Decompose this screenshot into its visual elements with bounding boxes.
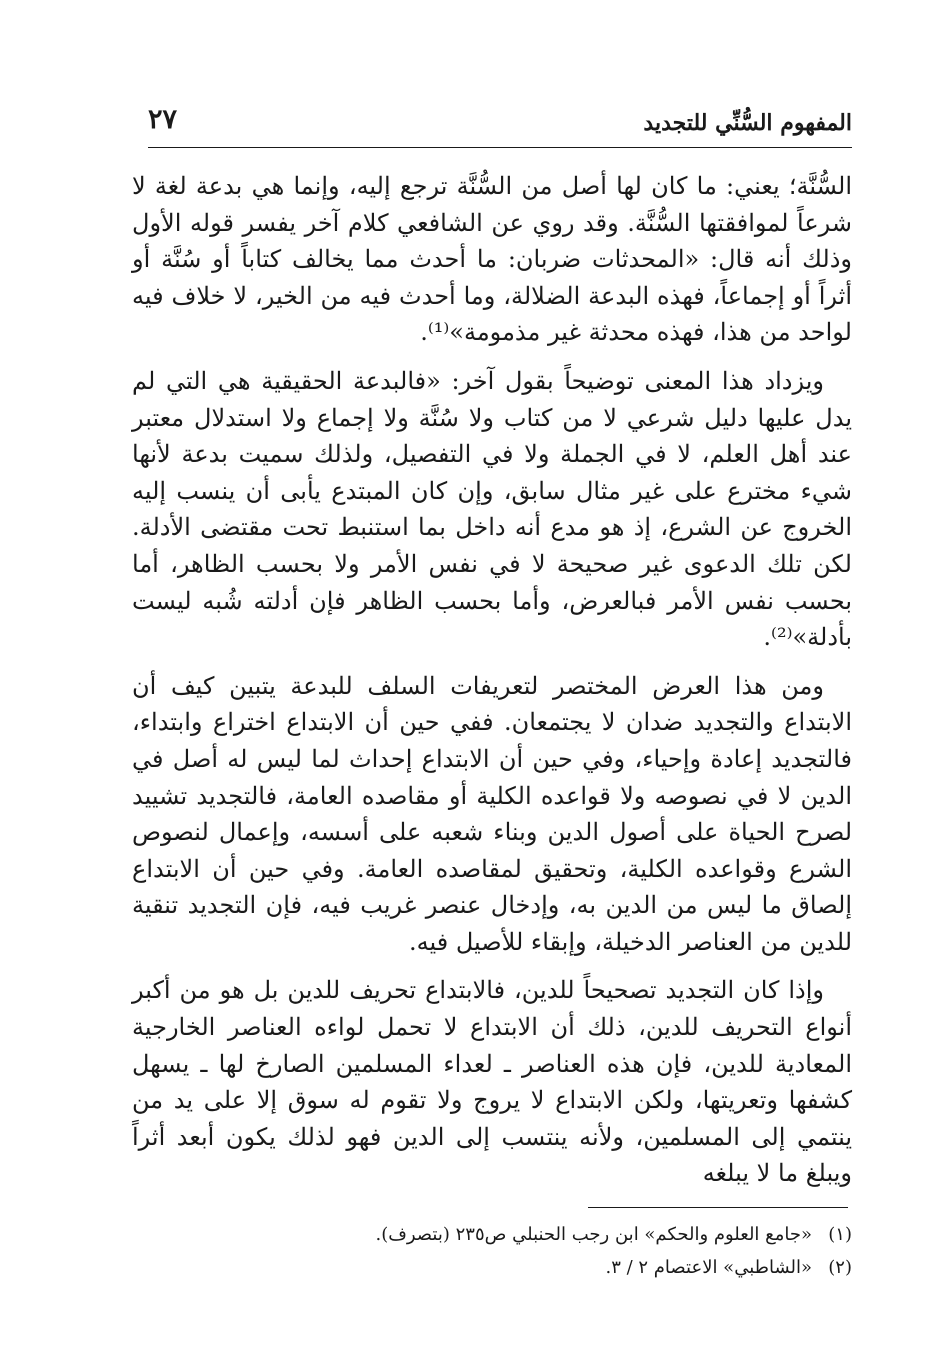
footnote-rule (588, 1207, 848, 1208)
running-title: المفهوم السُّنِّي للتجديد (643, 110, 852, 136)
paragraph: ومن هذا العرض المختصر لتعريفات السلف للبدعة يتبين كيف أن الابتداع والتجديد ضدان لا يجتمعان. ففي حين أن الابتداع اختراع وابتداء، فالتجديد إعادة وإحياء، وفي حين أن الابتداع إحداث لما ليس له أصل في الدين لا في نصوصه ولا قواعده الكلية أو مقاصده العامة، فالتجديد تشييد لصرح الحياة على أصول الدين وبناء شعبه على أسسه، وإعمال لنصوص الشرع وقواعده الكلية، وتحقيق لمقاصده العامة. وفي حين أن الابتداع إلصاق ما ليس من الدين به، وإدخال عنصر غريب فيه، فإن التجديد تنقية للدين من العناصر الدخيلة، وإبقاء للأصيل فيه. (132, 671, 853, 956)
header-rule (148, 147, 852, 148)
footnote (132, 1218, 852, 1251)
paragraph: ويزداد هذا المعنى توضيحاً بقول آخر: «فالبدعة الحقيقية هي التي لم يدل عليها دليل شرعي لا من كتاب ولا سُنَّة ولا إجماع ولا استدلال معتبر عند أهل العلم، لا في الجملة ولا في التفصيل، ولذلك سميت بدعة لأنها شيء مخترع على غير مثال سابق، وإن كان المبتدع يأبى أن ينسب إليه الخروج عن الشرع، إذ هو مدع أنه داخل بما استنبط تحت مقتضى الأدلة. لكن تلك الدعوى غير صحيحة لا في نفس الأمر ولا بحسب الظاهر، أما بحسب نفس الأمر فبالعرض، وأما بحسب الظاهر فإن أدلته شُبه ليست بأدلة»⁽²⁾. (132, 366, 852, 652)
footnote-text: «جامع العلوم والحكم» ابن رجب الحنبلي ص٢٣٥ (بتصرف). (375, 1224, 812, 1245)
paragraph: السُّنَّة؛ يعني: ما كان لها أصل من السُّنَّة ترجع إليه، وإنما هي بدعة لغة لا شرعاً لموافقتها السُّنَّة. وقد روي عن الشافعي كلام آخر يفسر قوله الأول وذلك أنه قال: «المحدثات ضربان: ما أحدث مما يخالف كتاباً أو سُنَّة أو أثراً أو إجماعاً، فهذه البدعة الضلالة، وما أحدث فيه من الخير، لا خلاف فيه لواحد من هذا، فهذه محدثة غير مذمومة»⁽¹⁾. (132, 172, 852, 347)
footnotes (132, 1218, 852, 1284)
footnote (132, 1251, 852, 1284)
main-text (132, 168, 852, 1204)
page-header (148, 104, 852, 144)
footnote-text: «الشاطبي» الاعتصام ٢ / ٣. (605, 1257, 812, 1278)
page-number: ٢٧ (148, 104, 178, 135)
paragraph: وإذا كان التجديد تصحيحاً للدين، فالابتداع تحريف للدين بل هو من أكبر أنواع التحريف للدين، ذلك أن الابتداع لا تحمل لواءه العناصر الخارجية المعادية للدين، فإن هذه العناصر ـ لعداء المسلمين الصارخ لها ـ يسهل كشفها وتعريتها، ولكن الابتداع لا يروج ولا تقوم له سوق إلا على يد من ينتمي إلى المسلمين، ولأنه ينتسب إلى الدين فهو لذلك يكون أبعد أثراً ويبلغ ما لا يبلغه (132, 976, 852, 1188)
footnote-number: (٢) (828, 1257, 852, 1278)
footnote-number: (١) (828, 1224, 852, 1245)
